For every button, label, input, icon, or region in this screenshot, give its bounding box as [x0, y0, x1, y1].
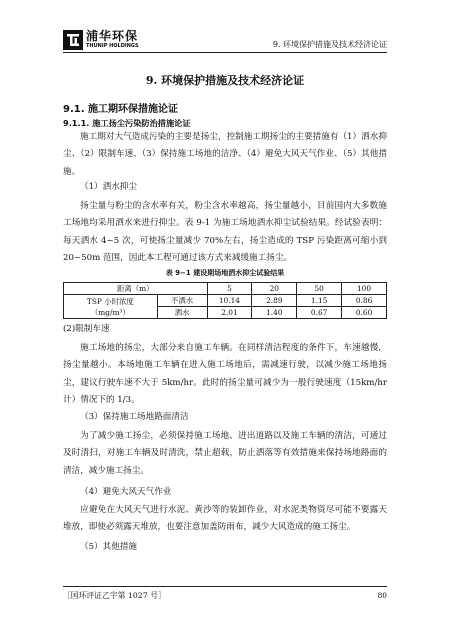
table-cell: 2.89 — [252, 295, 297, 307]
logo-name: 浦华环保 — [86, 29, 139, 43]
table-cell: 100 — [342, 283, 387, 295]
table-cell: 0.86 — [342, 295, 387, 307]
table-cell: 洒水 — [157, 307, 207, 319]
table-caption: 表 9−1 建设期场地洒水抑尘试验结果 — [165, 269, 285, 277]
table-cell: 20 — [252, 283, 297, 295]
section-heading-9-1-1: 9.1.1. 施工扬尘污染防治措施论证 — [63, 118, 191, 128]
company-logo — [63, 30, 147, 50]
chapter-title: 9. 环境保护措施及技术经济论证 — [145, 74, 305, 87]
table-cell: 不洒水 — [157, 295, 207, 307]
table-cell: 0.60 — [342, 307, 387, 319]
table-cell: 1.15 — [297, 295, 342, 307]
table-cell: 1.40 — [252, 307, 297, 319]
tsp-row-label — [64, 295, 158, 319]
table-row — [64, 295, 387, 307]
item-2-paragraph: 施工场地的扬尘，大部分来自施工车辆。在同样清洁程度的条件下，车速越慢，扬尘量越小。本场地施工车辆在进入施工场地后，需减速行驶，以减少施工场地扬尘，建议行驶车速不大于 5km/hr。此时的扬尘量可减少为一般行驶速度（15km/hr 计）情况下的 1/3。 — [63, 343, 387, 406]
footer-certificate: ［国环评证乙字第 1027 号］ — [63, 591, 166, 600]
item-5-title: （5）其他措施 — [80, 542, 138, 552]
logo-mark-icon — [63, 30, 83, 50]
item-3-paragraph: 为了减少施工扬尘，必须保持施工场地、进出道路以及施工车辆的清洁，可通过及时清扫，对施工车辆及时清洗，禁止超载，防止洒落等有效措施来保持场地路面的清洁，减少施工扬尘。 — [63, 431, 387, 476]
item-1-title: （1）洒水抑尘 — [80, 182, 138, 192]
table-cell: 10.14 — [207, 295, 252, 307]
table-cell: 5 — [207, 283, 252, 295]
item-1-paragraph: 扬尘量与粉尘的含水率有关，粉尘含水率越高，扬尘量越小，目前国内大多数施工场地均采用洒水来进行抑尘。表 9-1 为施工场地洒水抑尘试验结果。经试验表明：每天洒水 4~5 次，可使扬尘量减少 70%左右，扬尘造成的 TSP 污染距离可缩小到 20~50m 范围，因此本工程可通过该方式来减缓施工扬尘。 — [63, 201, 387, 264]
item-4-paragraph: 应避免在大风天气进行水泥、黄沙等的装卸作业，对水泥类物资尽可能不要露天堆放，即使必须露天堆放，也要注意加盖防雨布，减少大风造成的施工扬尘。 — [63, 505, 387, 533]
table-row — [64, 283, 387, 295]
table-cell: 50 — [297, 283, 342, 295]
table-cell: 0.67 — [297, 307, 342, 319]
page-number: 80 — [377, 591, 387, 600]
item-2-title: (2)限制车速 — [63, 324, 110, 334]
section-heading-9-1: 9.1. 施工期环保措施论证 — [63, 104, 178, 115]
footer-divider — [63, 586, 387, 587]
item-3-title: （3）保持施工场地路面清洁 — [80, 412, 189, 422]
tsp-label-line1: TSP 小时浓度 — [86, 296, 134, 306]
dust-suppression-table — [63, 282, 387, 319]
intro-paragraph: 施工期对大气造成污染的主要是扬尘，控制施工期扬尘的主要措施有（1）洒水抑尘、（2）限制车速、（3）保持施工场地的洁净、（4）避免大风天气作业、（5）其他措施。 — [63, 132, 387, 177]
tsp-label-line2: （mg/m³） — [90, 307, 130, 317]
header-section-title: 9. 环境保护措施及技术经济论证 — [272, 40, 387, 49]
item-4-title: （4）避免大风天气作业 — [80, 487, 172, 497]
table-cell: 2.01 — [207, 307, 252, 319]
distance-header: 距离（m） — [64, 283, 208, 295]
logo-subtitle: THUNIP HOLDINGS — [86, 43, 139, 49]
header-divider — [63, 52, 387, 53]
